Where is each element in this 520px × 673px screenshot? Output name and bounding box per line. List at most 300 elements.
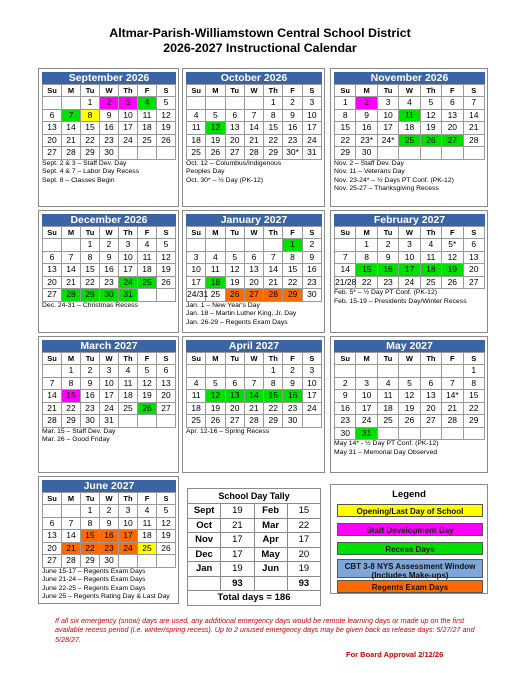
weekday-header: F: [138, 85, 157, 97]
weekday-header: F: [283, 85, 302, 97]
day-cell: [138, 555, 157, 568]
day-cell: 3: [377, 97, 398, 110]
day-cell: 24: [119, 542, 138, 555]
day-cell: [157, 289, 176, 302]
day-cell: 6: [43, 109, 62, 122]
day-cell: 13: [43, 264, 62, 277]
day-cell: 17: [302, 390, 321, 403]
month-title: October 2026: [186, 72, 322, 84]
weekday-header: Th: [264, 227, 283, 239]
day-cell: 10: [399, 251, 420, 264]
day-cell: 5: [138, 365, 157, 378]
month-1: [38, 68, 179, 207]
weekday-header: W: [244, 353, 263, 365]
day-cell: 4: [420, 239, 441, 252]
day-cell: 8: [264, 377, 283, 390]
weekday-header: Th: [420, 85, 441, 97]
day-cell: 29: [81, 555, 100, 568]
month-days-table: [186, 84, 322, 160]
day-cell: 22: [81, 276, 100, 289]
day-cell: 1: [335, 97, 356, 110]
day-cell: 30: [283, 415, 302, 428]
month-4: [38, 210, 179, 333]
day-cell: [119, 415, 138, 428]
day-cell: 19: [399, 402, 420, 415]
day-cell: 20: [43, 542, 62, 555]
weekday-header: M: [62, 353, 81, 365]
month-event-note: Nov. 25-27 – Thanksgiving Recess: [334, 185, 439, 193]
weekday-header: W: [100, 493, 119, 505]
day-cell: 30: [356, 147, 377, 160]
month-6: [330, 210, 488, 333]
day-cell: 14*: [442, 390, 463, 403]
tally-month: Sept: [188, 504, 221, 519]
day-cell: 15: [283, 264, 302, 277]
weekday-header: S: [157, 85, 176, 97]
weekday-header: M: [356, 353, 377, 365]
day-cell: 14: [335, 264, 356, 277]
day-cell: 12: [157, 517, 176, 530]
weekday-header: W: [244, 85, 263, 97]
legend-label: Staff Development Day: [366, 526, 454, 535]
day-cell: [225, 365, 244, 378]
day-cell: 21: [62, 134, 81, 147]
day-cell: 9: [100, 251, 119, 264]
day-cell: 31: [100, 415, 119, 428]
day-cell: 23: [81, 402, 100, 415]
day-cell: 22: [463, 402, 484, 415]
weekday-header: Tu: [225, 353, 244, 365]
day-cell: 24: [100, 402, 119, 415]
day-cell: 3: [119, 505, 138, 518]
month-event-note: Mar. 15 – Staff Dev. Day: [42, 427, 116, 435]
day-cell: 11: [377, 390, 398, 403]
day-cell: 18: [138, 264, 157, 277]
day-cell: 9: [377, 251, 398, 264]
month-days-table: [42, 492, 176, 568]
day-cell: 18: [138, 122, 157, 135]
day-cell: 17: [119, 530, 138, 543]
day-cell: [244, 97, 263, 110]
day-cell: [399, 427, 420, 440]
month-event-note: Jan. 1 – New Year's Day: [186, 301, 260, 309]
month-5: [182, 210, 325, 333]
day-cell: 16: [283, 390, 302, 403]
day-cell: 6: [420, 377, 441, 390]
day-cell: 12: [225, 264, 244, 277]
month-event-note: May 31 – Memorial Day Observed: [334, 448, 438, 456]
day-cell: 28: [62, 147, 81, 160]
day-cell: 7: [244, 377, 263, 390]
day-cell: 14: [62, 264, 81, 277]
month-event-note: Sept. 8 – Classes Begin: [42, 176, 115, 184]
day-cell: 25: [420, 276, 441, 289]
weekday-header: Th: [119, 85, 138, 97]
day-cell: [62, 505, 81, 518]
weekday-header: W: [399, 85, 420, 97]
day-cell: 1: [356, 239, 377, 252]
month-9: [330, 336, 488, 473]
day-cell: 7: [244, 109, 263, 122]
month-event-note: June 15-17 – Regents Exam Days: [42, 567, 146, 575]
weekday-header: W: [244, 227, 263, 239]
day-cell: 2: [377, 239, 398, 252]
day-cell: [43, 97, 62, 110]
day-cell: 13: [463, 251, 484, 264]
month-days-table: [334, 84, 485, 160]
day-cell: [157, 415, 176, 428]
weekday-header: Su: [335, 227, 356, 239]
tally-days: 17: [221, 533, 254, 548]
tally-days: 17: [221, 547, 254, 562]
weekday-header: M: [206, 353, 225, 365]
weekday-header: F: [283, 353, 302, 365]
day-cell: [442, 147, 463, 160]
day-cell: 8: [81, 251, 100, 264]
weekday-header: Tu: [81, 85, 100, 97]
weekday-header: Th: [119, 227, 138, 239]
month-days-table: [42, 352, 176, 428]
day-cell: 23: [302, 276, 321, 289]
day-cell: 4: [187, 109, 206, 122]
day-cell: 6: [463, 239, 484, 252]
day-cell: 18: [187, 134, 206, 147]
day-cell: 31: [356, 427, 377, 440]
tally-month: Feb: [254, 504, 287, 519]
day-cell: [119, 555, 138, 568]
day-cell: 10: [356, 390, 377, 403]
day-cell: 27: [43, 555, 62, 568]
day-cell: 8: [356, 251, 377, 264]
day-cell: 27: [420, 415, 441, 428]
day-cell: [187, 365, 206, 378]
day-cell: [206, 97, 225, 110]
day-cell: 4: [399, 97, 420, 110]
day-cell: 26: [157, 276, 176, 289]
day-cell: 23: [283, 402, 302, 415]
day-cell: [399, 365, 420, 378]
day-cell: 11: [138, 109, 157, 122]
tally-days: 19: [287, 562, 320, 577]
day-cell: 25: [138, 542, 157, 555]
day-cell: 10: [187, 264, 206, 277]
weekday-header: W: [100, 227, 119, 239]
day-cell: 5: [157, 505, 176, 518]
weekday-header: Th: [264, 353, 283, 365]
day-cell: 8: [264, 109, 283, 122]
day-cell: 29: [463, 415, 484, 428]
month-event-note: Jan. 26-29 – Regents Exam Days: [186, 318, 288, 326]
day-cell: [420, 365, 441, 378]
weekday-header: Th: [420, 353, 441, 365]
day-cell: 30: [100, 147, 119, 160]
day-cell: 29: [264, 415, 283, 428]
day-cell: 22: [62, 402, 81, 415]
legend-label: CBT 3-8 NYS Assessment Window: [344, 562, 476, 571]
day-cell: 12: [157, 251, 176, 264]
day-cell: 19: [157, 122, 176, 135]
emergency-days-note: If all six emergency (snow) days are used, any additional emergency days would be remote learning days or made up on the first available recess period (i.e. winter/spring recess). Up to 2 unused emergency days may be given back as release days: 5/27/27 and 5/28/27.: [55, 616, 475, 644]
day-cell: 5*: [442, 239, 463, 252]
day-cell: 23*: [356, 134, 377, 147]
day-cell: 9: [283, 109, 302, 122]
calendar-title: 2026-2027 Instructional Calendar: [163, 41, 357, 55]
day-cell: 29: [62, 415, 81, 428]
day-cell: 11: [187, 122, 206, 135]
day-cell: 14: [62, 122, 81, 135]
weekday-header: Su: [335, 353, 356, 365]
day-cell: 20: [442, 122, 463, 135]
day-cell: 23: [377, 276, 398, 289]
day-cell: 11: [206, 264, 225, 277]
day-cell: 18: [206, 276, 225, 289]
day-cell: 20: [157, 390, 176, 403]
day-cell: 17: [377, 122, 398, 135]
day-cell: 16: [100, 264, 119, 277]
weekday-header: Tu: [81, 493, 100, 505]
day-cell: 6: [157, 365, 176, 378]
day-cell: 11: [138, 517, 157, 530]
day-cell: [138, 289, 157, 302]
day-cell: 6: [43, 251, 62, 264]
month-title: September 2026: [42, 72, 176, 84]
day-cell: 9: [283, 377, 302, 390]
day-cell: 9: [302, 251, 321, 264]
day-cell: 27: [43, 147, 62, 160]
day-cell: 14: [244, 122, 263, 135]
day-cell: [463, 147, 484, 160]
day-cell: [420, 147, 441, 160]
month-days-table: [42, 84, 176, 160]
day-cell: 2: [100, 239, 119, 252]
day-cell: 20: [43, 134, 62, 147]
day-cell: 20: [463, 264, 484, 277]
weekday-header: S: [302, 353, 321, 365]
day-cell: 2: [356, 97, 377, 110]
day-cell: 15: [264, 390, 283, 403]
tally-month: Jan: [188, 562, 221, 577]
tally-month: Jun: [254, 562, 287, 577]
day-cell: 25: [399, 134, 420, 147]
day-cell: 28: [442, 415, 463, 428]
month-event-note: Nov. 11 – Veterans Day: [334, 168, 405, 176]
day-cell: 21: [43, 402, 62, 415]
weekday-header: Su: [187, 227, 206, 239]
day-cell: 27: [463, 276, 484, 289]
day-cell: 19: [442, 264, 463, 277]
weekday-header: S: [463, 227, 484, 239]
weekday-header: Th: [264, 85, 283, 97]
day-cell: 4: [206, 251, 225, 264]
day-cell: 22: [264, 402, 283, 415]
tally-total: Total days = 186: [188, 591, 321, 606]
day-cell: 15: [62, 390, 81, 403]
day-cell: 2: [100, 97, 119, 110]
tally-month: Nov: [188, 533, 221, 548]
day-cell: 26: [157, 542, 176, 555]
day-cell: 3: [119, 97, 138, 110]
day-cell: 27: [43, 289, 62, 302]
weekday-header: F: [138, 493, 157, 505]
day-cell: 15: [463, 390, 484, 403]
day-cell: 16: [335, 402, 356, 415]
day-cell: 4: [138, 97, 157, 110]
day-cell: 5: [157, 239, 176, 252]
day-cell: 26: [442, 276, 463, 289]
month-event-note: June 22-25 – Regents Exam Days: [42, 584, 146, 592]
day-cell: 14: [463, 109, 484, 122]
legend-item: [337, 504, 483, 517]
day-cell: [399, 147, 420, 160]
day-cell: 8: [463, 377, 484, 390]
day-cell: 4: [119, 365, 138, 378]
weekday-header: W: [100, 85, 119, 97]
weekday-header: F: [442, 353, 463, 365]
day-cell: 7: [442, 377, 463, 390]
day-cell: 14: [264, 264, 283, 277]
day-cell: 31: [119, 289, 138, 302]
day-cell: 1: [264, 97, 283, 110]
legend-label: Recess Days: [385, 545, 435, 554]
day-cell: 26: [206, 415, 225, 428]
day-cell: 25: [206, 289, 225, 302]
tally-month: Apr: [254, 533, 287, 548]
day-cell: 22: [335, 134, 356, 147]
weekday-header: M: [62, 227, 81, 239]
day-cell: 13: [43, 530, 62, 543]
day-cell: 24: [119, 276, 138, 289]
day-cell: 15: [356, 264, 377, 277]
day-cell: 8: [81, 109, 100, 122]
day-cell: 15: [81, 122, 100, 135]
day-cell: 10: [100, 377, 119, 390]
month-event-note: Jan. 18 – Martin Luther King, Jr. Day: [186, 310, 297, 318]
day-cell: 22: [81, 134, 100, 147]
day-cell: 3: [399, 239, 420, 252]
day-cell: 14: [244, 390, 263, 403]
district-title: Altmar-Parish-Williamstown Central School District: [109, 26, 411, 40]
day-cell: 10: [302, 377, 321, 390]
day-cell: 7: [463, 97, 484, 110]
day-cell: [420, 427, 441, 440]
day-cell: 21: [463, 122, 484, 135]
day-cell: 24*: [377, 134, 398, 147]
month-event-note: Oct. 30* – ½ Day (PK-12): [186, 176, 264, 184]
day-cell: 24: [119, 134, 138, 147]
weekday-header: Tu: [225, 227, 244, 239]
day-cell: [138, 147, 157, 160]
weekday-header: F: [283, 227, 302, 239]
day-cell: 25: [138, 276, 157, 289]
weekday-header: S: [157, 353, 176, 365]
weekday-header: M: [62, 85, 81, 97]
tally-days: 15: [287, 504, 320, 519]
day-cell: 29: [283, 289, 302, 302]
day-cell: 17: [187, 276, 206, 289]
day-cell: 30*: [283, 147, 302, 160]
day-cell: 12: [157, 109, 176, 122]
day-cell: [187, 239, 206, 252]
day-cell: 20: [225, 134, 244, 147]
weekday-header: Th: [119, 493, 138, 505]
day-cell: 21: [442, 402, 463, 415]
month-days-table: [186, 226, 322, 302]
month-title: March 2027: [42, 340, 176, 352]
day-cell: 20: [420, 402, 441, 415]
legend-label: Opening/Last Day of School: [356, 507, 464, 516]
day-cell: 11: [187, 390, 206, 403]
day-cell: 26: [206, 147, 225, 160]
day-cell: 10: [119, 517, 138, 530]
day-cell: 20: [43, 276, 62, 289]
day-cell: 25: [187, 415, 206, 428]
day-cell: 26: [157, 134, 176, 147]
day-cell: 28: [62, 555, 81, 568]
day-cell: 3: [302, 97, 321, 110]
day-cell: 5: [420, 97, 441, 110]
day-cell: 2: [100, 505, 119, 518]
day-cell: 16: [81, 390, 100, 403]
day-cell: 13: [157, 377, 176, 390]
day-cell: 21/28: [335, 276, 357, 287]
day-cell: 26: [399, 415, 420, 428]
day-cell: [43, 239, 62, 252]
day-cell: [244, 365, 263, 378]
day-cell: 7: [62, 109, 81, 122]
day-cell: [264, 239, 283, 252]
day-cell: [206, 239, 225, 252]
month-2: [182, 68, 325, 207]
day-cell: 5: [206, 377, 225, 390]
weekday-header: Su: [335, 85, 356, 97]
day-cell: 6: [442, 97, 463, 110]
tally-days: 17: [287, 533, 320, 548]
day-cell: 10: [302, 109, 321, 122]
weekday-header: Tu: [81, 353, 100, 365]
day-cell: 1: [81, 239, 100, 252]
day-cell: 15: [81, 530, 100, 543]
day-cell: 5: [157, 97, 176, 110]
weekday-header: F: [442, 227, 463, 239]
day-cell: [463, 427, 484, 440]
month-event-note: Feb. 15-19 – Presidents Day/Winter Recess: [334, 297, 467, 305]
day-cell: 16: [100, 530, 119, 543]
month-event-note: Peoples Day: [186, 168, 225, 176]
day-cell: 13: [225, 122, 244, 135]
day-cell: 1: [264, 365, 283, 378]
day-cell: [62, 239, 81, 252]
day-cell: 19: [206, 134, 225, 147]
day-cell: 28: [463, 134, 484, 147]
day-cell: 17: [356, 402, 377, 415]
day-cell: 24: [302, 402, 321, 415]
day-cell: [138, 415, 157, 428]
day-cell: 8: [283, 251, 302, 264]
month-title: June 2027: [42, 480, 176, 492]
month-event-note: Apr. 12-16 – Spring Recess: [186, 427, 270, 435]
legend-item: [337, 580, 483, 593]
day-cell: 19: [206, 402, 225, 415]
day-cell: 23: [100, 276, 119, 289]
day-cell: 11: [399, 109, 420, 122]
weekday-header: W: [399, 353, 420, 365]
day-cell: [43, 505, 62, 518]
weekday-header: Su: [43, 227, 62, 239]
month-event-note: June 21-24 – Regents Exam Days: [42, 576, 146, 584]
day-cell: 19: [157, 264, 176, 277]
month-days-table: [334, 226, 485, 289]
day-cell: 13: [442, 109, 463, 122]
